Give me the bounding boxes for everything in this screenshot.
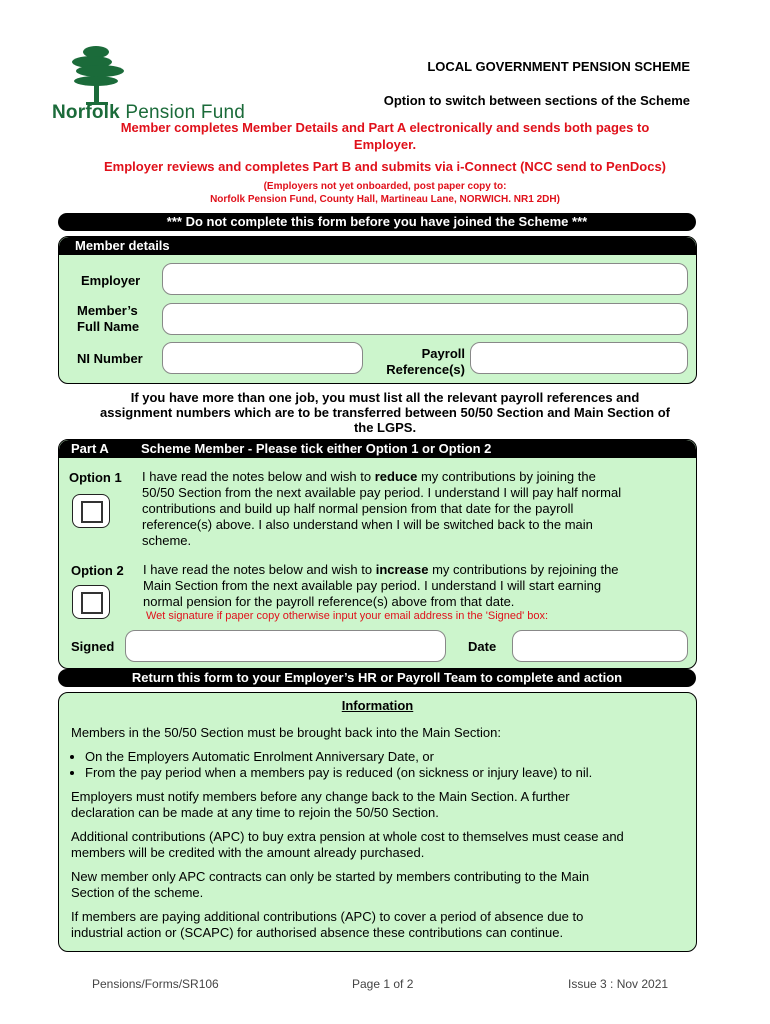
option-2-checkbox-square	[81, 592, 103, 614]
date-label: Date	[468, 639, 497, 654]
footer-form-ref: Pensions/Forms/SR106	[92, 977, 219, 991]
footer-page-number: Page 1 of 2	[352, 977, 414, 991]
instructions	[0, 119, 770, 206]
warning-text: *** Do not complete this form before you have joined the Scheme ***	[166, 214, 588, 229]
information-para-1	[71, 789, 686, 821]
information-heading	[59, 698, 696, 713]
option-1-text-end: my contributions by joining the	[417, 469, 596, 484]
full-name-label	[77, 303, 139, 335]
ni-number-label: NI Number	[77, 351, 143, 366]
payroll-reference-label	[375, 346, 465, 378]
option-1-line: reference(s) above. I also understand when I will be switched back to the main	[142, 517, 593, 532]
signed-label: Signed	[71, 639, 115, 654]
part-a-heading-text: Scheme Member - Please tick either Option 1 or Option 2	[141, 441, 492, 456]
date-field[interactable]	[512, 630, 688, 662]
return-bar-text: Return this form to your Employer’s HR or Payroll Team to complete and action	[131, 670, 623, 685]
option-1-keyword: reduce	[374, 469, 418, 484]
member-details-panel	[58, 236, 697, 384]
information-para-4-line-1: If members are paying additional contributions (APC) to cover a period of absence due to	[71, 909, 584, 924]
option-1-label: Option 1	[69, 470, 122, 485]
option-2-checkbox[interactable]	[72, 585, 110, 619]
multi-job-note-line-2: assignment numbers which are to be transferred between 50/50 Section and Main Section of	[100, 405, 670, 420]
payroll-label-line-1: Payroll	[421, 346, 465, 361]
multi-job-note	[30, 390, 740, 435]
information-para-2-line-2: members will be credited with the amount already purchased.	[71, 845, 425, 860]
information-para-4-line-2: industrial action or (SCAPC) for authorised absence these contributions can continue.	[71, 925, 564, 940]
option-2-text	[143, 562, 683, 610]
option-1-text-start: I have read the notes below and wish to	[142, 469, 375, 484]
multi-job-note-line-1: If you have more than one job, you must list all the relevant payroll references and	[130, 390, 640, 405]
option-2-keyword: increase	[375, 562, 429, 577]
ni-number-field[interactable]	[162, 342, 363, 374]
signed-field[interactable]	[125, 630, 446, 662]
footer-issue: Issue 3 : Nov 2021	[568, 977, 669, 991]
option-1-line: scheme.	[142, 533, 192, 548]
part-a-label: Part A	[71, 441, 109, 456]
multi-job-note-line-3: the LGPS.	[353, 420, 417, 435]
information-para-3-line-2: Section of the scheme.	[71, 885, 204, 900]
payroll-reference-field[interactable]	[470, 342, 688, 374]
employer-label: Employer	[81, 273, 141, 288]
option-2-text-end: my contributions by rejoining the	[428, 562, 619, 577]
information-para-3	[71, 869, 686, 901]
return-bar	[58, 669, 696, 687]
option-1-line: contributions and build up half normal pension from that date for the payroll	[142, 501, 574, 516]
logo-name-rest: Pension Fund	[125, 102, 246, 123]
option-2-line: normal pension for the payroll reference(s) above from that date.	[143, 594, 515, 609]
tree-icon	[62, 44, 132, 106]
full-name-label-line-1: Member’s	[77, 303, 138, 318]
logo	[52, 44, 252, 122]
information-panel	[58, 692, 697, 952]
information-intro: Members in the 50/50 Section must be brought back into the Main Section:	[71, 725, 501, 740]
information-heading-text: Information	[341, 698, 414, 713]
option-1-checkbox-square	[81, 501, 103, 523]
information-body	[71, 725, 686, 941]
instruction-line-2: Employer.	[353, 137, 417, 152]
employer-field[interactable]	[162, 263, 688, 295]
full-name-label-line-2: Full Name	[77, 319, 140, 334]
information-para-2	[71, 829, 686, 861]
wet-signature-note: Wet signature if paper copy otherwise input your email address in the 'Signed' box:	[146, 610, 549, 622]
option-2-label: Option 2	[71, 563, 124, 578]
instruction-note-2: Norfolk Pension Fund, County Hall, Martineau Lane, NORWICH. NR1 2DH)	[210, 194, 560, 205]
list-item: • From the pay period when a members pay is reduced (on sickness or injury leave) to nil.	[85, 765, 686, 781]
logo-name-bold: Norfolk	[52, 102, 120, 123]
option-2-text-start: I have read the notes below and wish to	[143, 562, 376, 577]
member-details-heading-text: Member details	[75, 238, 170, 253]
option-2-line: Main Section from the next available pay period. I understand I will start earning	[143, 578, 602, 593]
option-1-line: 50/50 Section from the next available pay period. I understand I will pay half normal	[142, 485, 622, 500]
instruction-note-1: (Employers not yet onboarded, post paper copy to:	[263, 181, 507, 192]
information-para-2-line-1: Additional contributions (APC) to buy extra pension at whole cost to themselves must cease and	[71, 829, 624, 844]
information-para-4	[71, 909, 686, 941]
payroll-label-line-2: Reference(s)	[386, 362, 465, 377]
option-1-text	[142, 469, 682, 549]
full-name-field[interactable]	[162, 303, 688, 335]
information-para-1-line-1: Employers must notify members before any change back to the Main Section. A further	[71, 789, 570, 804]
scheme-title: LOCAL GOVERNMENT PENSION SCHEME	[427, 59, 690, 74]
member-details-heading	[59, 237, 696, 255]
option-1-checkbox[interactable]	[72, 494, 110, 528]
part-a-heading	[59, 440, 696, 458]
warning-bar	[58, 213, 696, 231]
information-para-1-line-2: declaration can be made at any time to rejoin the 50/50 Section.	[71, 805, 439, 820]
instruction-line-3: Employer reviews and completes Part B and submits via i-Connect (NCC send to PenDocs)	[103, 159, 667, 174]
form-title: Option to switch between sections of the Scheme	[383, 93, 690, 108]
list-item: • On the Employers Automatic Enrolment Anniversary Date, or	[85, 749, 686, 765]
information-para-3-line-1: New member only APC contracts can only be started by members contributing to the Main	[71, 869, 590, 884]
part-a-panel	[58, 439, 697, 669]
information-bullets	[71, 749, 686, 781]
instruction-line-1: Member completes Member Details and Part A electronically and sends both pages to	[120, 120, 650, 135]
